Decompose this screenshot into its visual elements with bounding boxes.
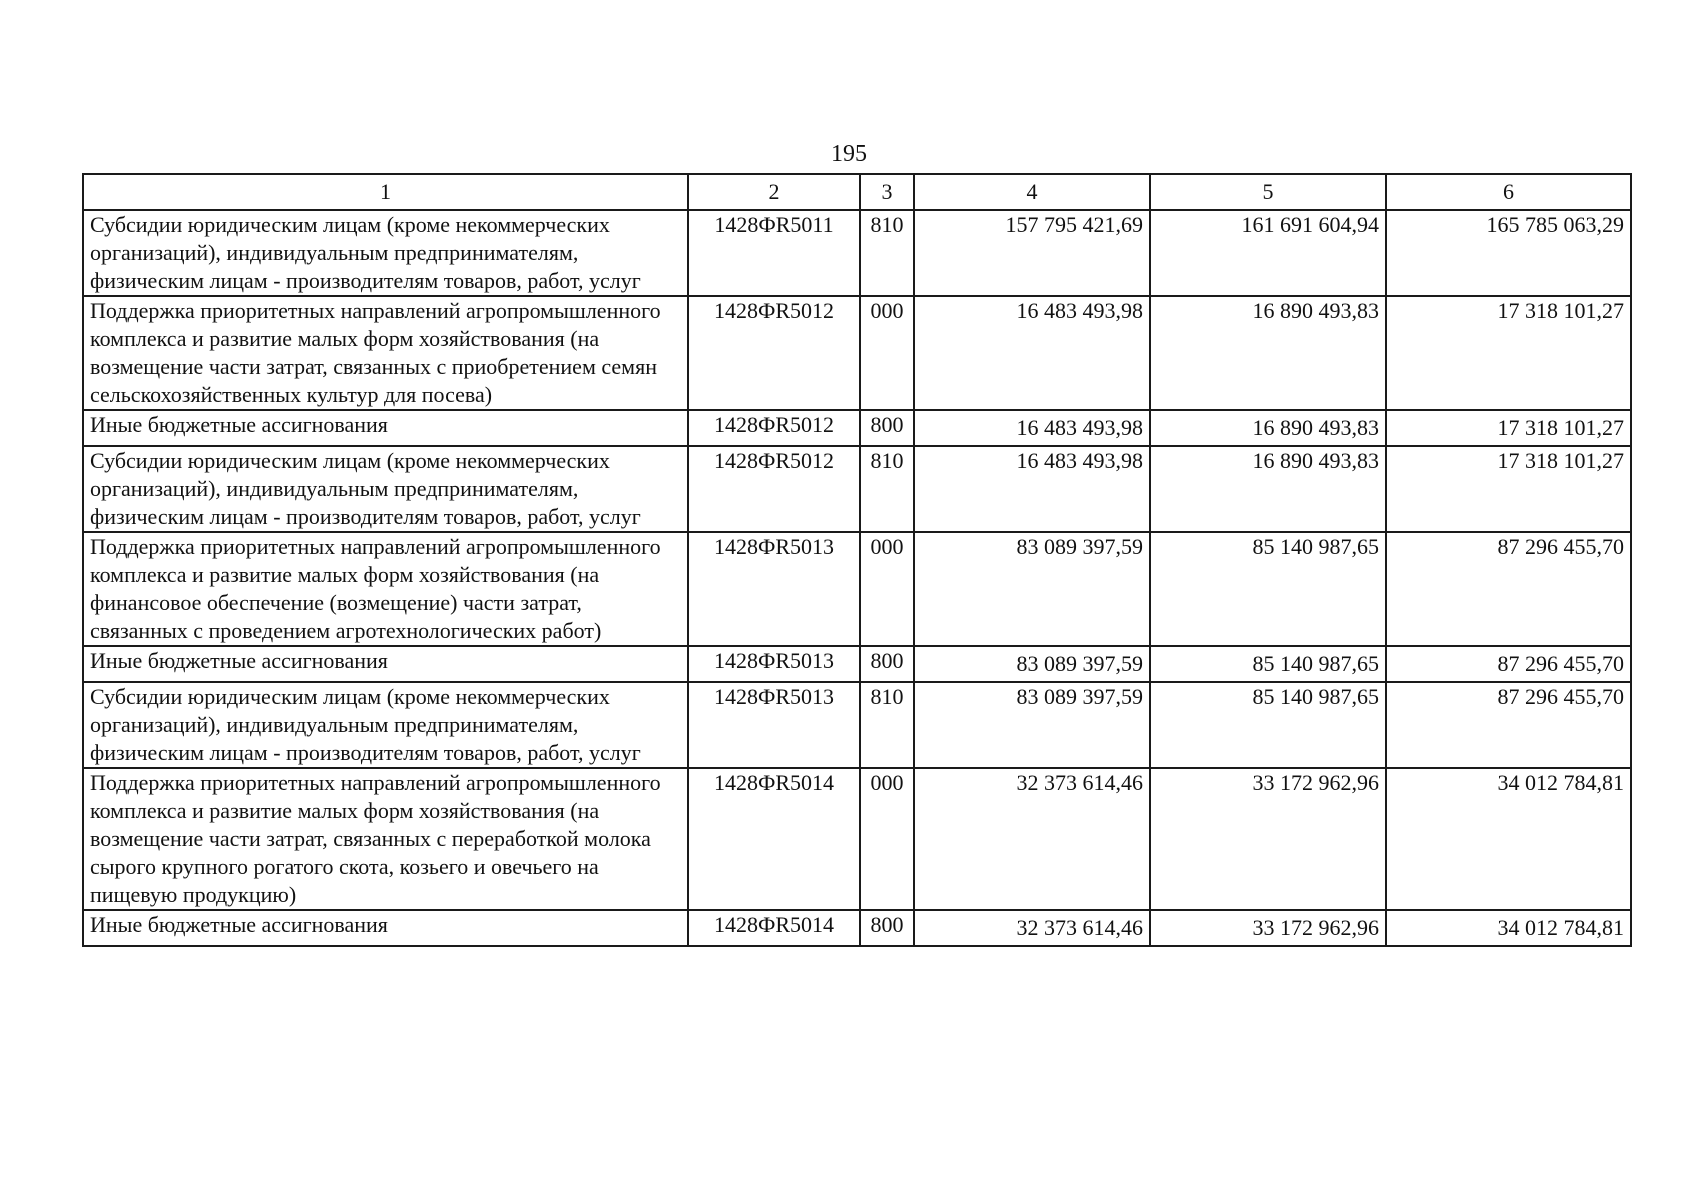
header-col-5: 5: [1150, 174, 1386, 210]
table-row: [83, 410, 1631, 446]
row-value-col5: 16 890 493,83: [1150, 410, 1386, 446]
row-expense-type: 810: [860, 446, 914, 532]
row-name: Иные бюджетные ассигнования: [83, 410, 688, 446]
header-col-1: 1: [83, 174, 688, 210]
table-row: [83, 532, 1631, 646]
row-value-col6: 165 785 063,29: [1386, 210, 1631, 296]
row-value-col4: 83 089 397,59: [914, 646, 1150, 682]
row-target-code: 1428ФR5014: [688, 910, 860, 946]
row-name: Поддержка приоритетных направлений агропромышленного комплекса и развитие малых форм хозяйствования (на возмещение части затрат, связанных с приобретением семян сельскохозяйственных культур для посева): [83, 296, 688, 410]
row-value-col6: 87 296 455,70: [1386, 646, 1631, 682]
row-expense-type: 800: [860, 410, 914, 446]
budget-table: [82, 173, 1632, 947]
row-value-col5: 33 172 962,96: [1150, 910, 1386, 946]
row-expense-type: 000: [860, 296, 914, 410]
row-target-code: 1428ФR5011: [688, 210, 860, 296]
row-target-code: 1428ФR5012: [688, 410, 860, 446]
row-value-col6: 87 296 455,70: [1386, 532, 1631, 646]
row-value-col4: 157 795 421,69: [914, 210, 1150, 296]
row-value-col4: 16 483 493,98: [914, 446, 1150, 532]
row-expense-type: 810: [860, 682, 914, 768]
row-name: Иные бюджетные ассигнования: [83, 646, 688, 682]
table-row: [83, 682, 1631, 768]
row-expense-type: 800: [860, 646, 914, 682]
row-name: Поддержка приоритетных направлений агропромышленного комплекса и развитие малых форм хозяйствования (на возмещение части затрат, связанных с переработкой молока сырого крупного рогатого скота, козьего и овечьего на пищевую продукцию): [83, 768, 688, 910]
header-col-2: 2: [688, 174, 860, 210]
table-row: [83, 446, 1631, 532]
row-target-code: 1428ФR5013: [688, 532, 860, 646]
row-value-col6: 17 318 101,27: [1386, 296, 1631, 410]
row-target-code: 1428ФR5012: [688, 296, 860, 410]
row-expense-type: 000: [860, 768, 914, 910]
row-value-col4: 83 089 397,59: [914, 682, 1150, 768]
row-value-col4: 16 483 493,98: [914, 410, 1150, 446]
row-name: Субсидии юридическим лицам (кроме некоммерческих организаций), индивидуальным предпринимателям, физическим лицам - производителям товаров, работ, услуг: [83, 682, 688, 768]
row-value-col4: 32 373 614,46: [914, 910, 1150, 946]
row-value-col4: 32 373 614,46: [914, 768, 1150, 910]
row-value-col6: 17 318 101,27: [1386, 446, 1631, 532]
row-value-col5: 85 140 987,65: [1150, 682, 1386, 768]
row-value-col5: 85 140 987,65: [1150, 532, 1386, 646]
header-col-6: 6: [1386, 174, 1631, 210]
table-row: [83, 910, 1631, 946]
row-value-col6: 87 296 455,70: [1386, 682, 1631, 768]
row-value-col4: 83 089 397,59: [914, 532, 1150, 646]
row-value-col5: 33 172 962,96: [1150, 768, 1386, 910]
row-target-code: 1428ФR5013: [688, 646, 860, 682]
row-value-col6: 34 012 784,81: [1386, 910, 1631, 946]
row-value-col6: 17 318 101,27: [1386, 410, 1631, 446]
header-col-3: 3: [860, 174, 914, 210]
row-name: Поддержка приоритетных направлений агропромышленного комплекса и развитие малых форм хозяйствования (на финансовое обеспечение (возмещение) части затрат, связанных с проведением агротехнологических работ): [83, 532, 688, 646]
table-row: [83, 768, 1631, 910]
row-expense-type: 000: [860, 532, 914, 646]
row-name: Иные бюджетные ассигнования: [83, 910, 688, 946]
row-value-col6: 34 012 784,81: [1386, 768, 1631, 910]
row-target-code: 1428ФR5014: [688, 768, 860, 910]
row-value-col5: 16 890 493,83: [1150, 296, 1386, 410]
page-number: 195: [831, 141, 867, 167]
table-header-row: [83, 174, 1631, 210]
row-expense-type: 810: [860, 210, 914, 296]
row-name: Субсидии юридическим лицам (кроме некоммерческих организаций), индивидуальным предпринимателям, физическим лицам - производителям товаров, работ, услуг: [83, 446, 688, 532]
row-name: Субсидии юридическим лицам (кроме некоммерческих организаций), индивидуальным предпринимателям, физическим лицам - производителям товаров, работ, услуг: [83, 210, 688, 296]
row-expense-type: 800: [860, 910, 914, 946]
row-value-col4: 16 483 493,98: [914, 296, 1150, 410]
table-row: [83, 210, 1631, 296]
row-value-col5: 161 691 604,94: [1150, 210, 1386, 296]
row-target-code: 1428ФR5013: [688, 682, 860, 768]
table-row: [83, 646, 1631, 682]
row-target-code: 1428ФR5012: [688, 446, 860, 532]
row-value-col5: 16 890 493,83: [1150, 446, 1386, 532]
header-col-4: 4: [914, 174, 1150, 210]
table-row: [83, 296, 1631, 410]
row-value-col5: 85 140 987,65: [1150, 646, 1386, 682]
